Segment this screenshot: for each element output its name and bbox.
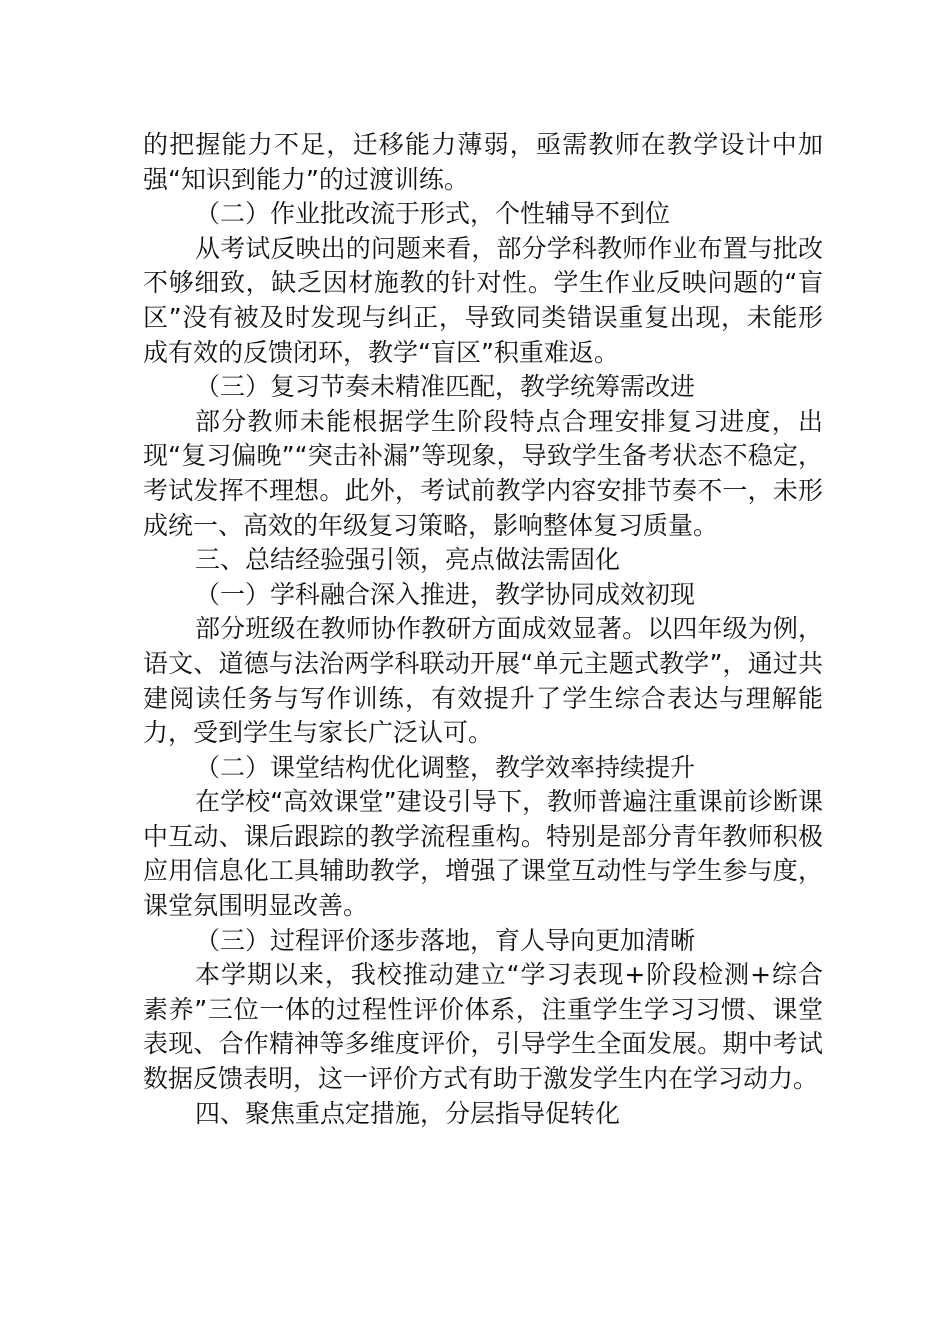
- subheading-review: （三）复习节奏未精准匹配，教学统筹需改进: [195, 372, 696, 402]
- paragraph-continuation: 的把握能力不足，迁移能力薄弱，亟需教师在教学设计中加强“知识到能力”的过渡训练。: [143, 130, 823, 194]
- section-heading-3: 三、总结经验强引领，亮点做法需固化: [195, 545, 621, 575]
- subheading-integration: （一）学科融合深入推进，教学协同成效初现: [195, 579, 696, 609]
- paragraph-classroom: 在学校“高效课堂”建设引导下，教师普遍注重课前诊断课中互动、课后跟踪的教学流程重构。特别是部分青年教师积极应用信息化工具辅助教学，增强了课堂互动性与学生参与度，课堂氛围明显改善。: [143, 787, 823, 921]
- paragraph-homework: 从考试反映出的问题来看，部分学科教师作业布置与批改不够细致，缺乏因材施教的针对性。学生作业反映问题的“盲区”没有被及时发现与纠正，导致同类错误重复出现，未能形成有效的反馈闭环，教学“盲区”积重难返。: [143, 233, 823, 367]
- paragraph-integration: 部分班级在教师协作教研方面成效显著。以四年级为例，语文、道德与法治两学科联动开展“单元主题式教学”，通过共建阅读任务与写作训练，有效提升了学生综合表达与理解能力，受到学生与家长广泛认可。: [143, 614, 823, 748]
- subheading-homework: （二）作业批改流于形式，个性辅导不到位: [195, 199, 671, 229]
- document-body: [143, 128, 823, 1131]
- section-heading-4: 四、聚焦重点定措施，分层指导促转化: [195, 1098, 621, 1128]
- paragraph-review: 部分教师未能根据学生阶段特点合理安排复习进度，出现“复习偏晚”“突击补漏”等现象，导致学生备考状态不稳定，考试发挥不理想。此外，考试前教学内容安排节奏不一，未形成统一、高效的年级复习策略，影响整体复习质量。: [143, 406, 823, 540]
- subheading-classroom: （二）课堂结构优化调整，教学效率持续提升: [195, 752, 696, 782]
- paragraph-evaluation: 本学期以来，我校推动建立“学习表现+阶段检测+综合素养”三位一体的过程性评价体系，注重学生学习习惯、课堂表现、合作精神等多维度评价，引导学生全面发展。期中考试数据反馈表明，这一评价方式有助于激发学生内在学习动力。: [143, 960, 823, 1094]
- subheading-evaluation: （三）过程评价逐步落地，育人导向更加清晰: [195, 925, 696, 955]
